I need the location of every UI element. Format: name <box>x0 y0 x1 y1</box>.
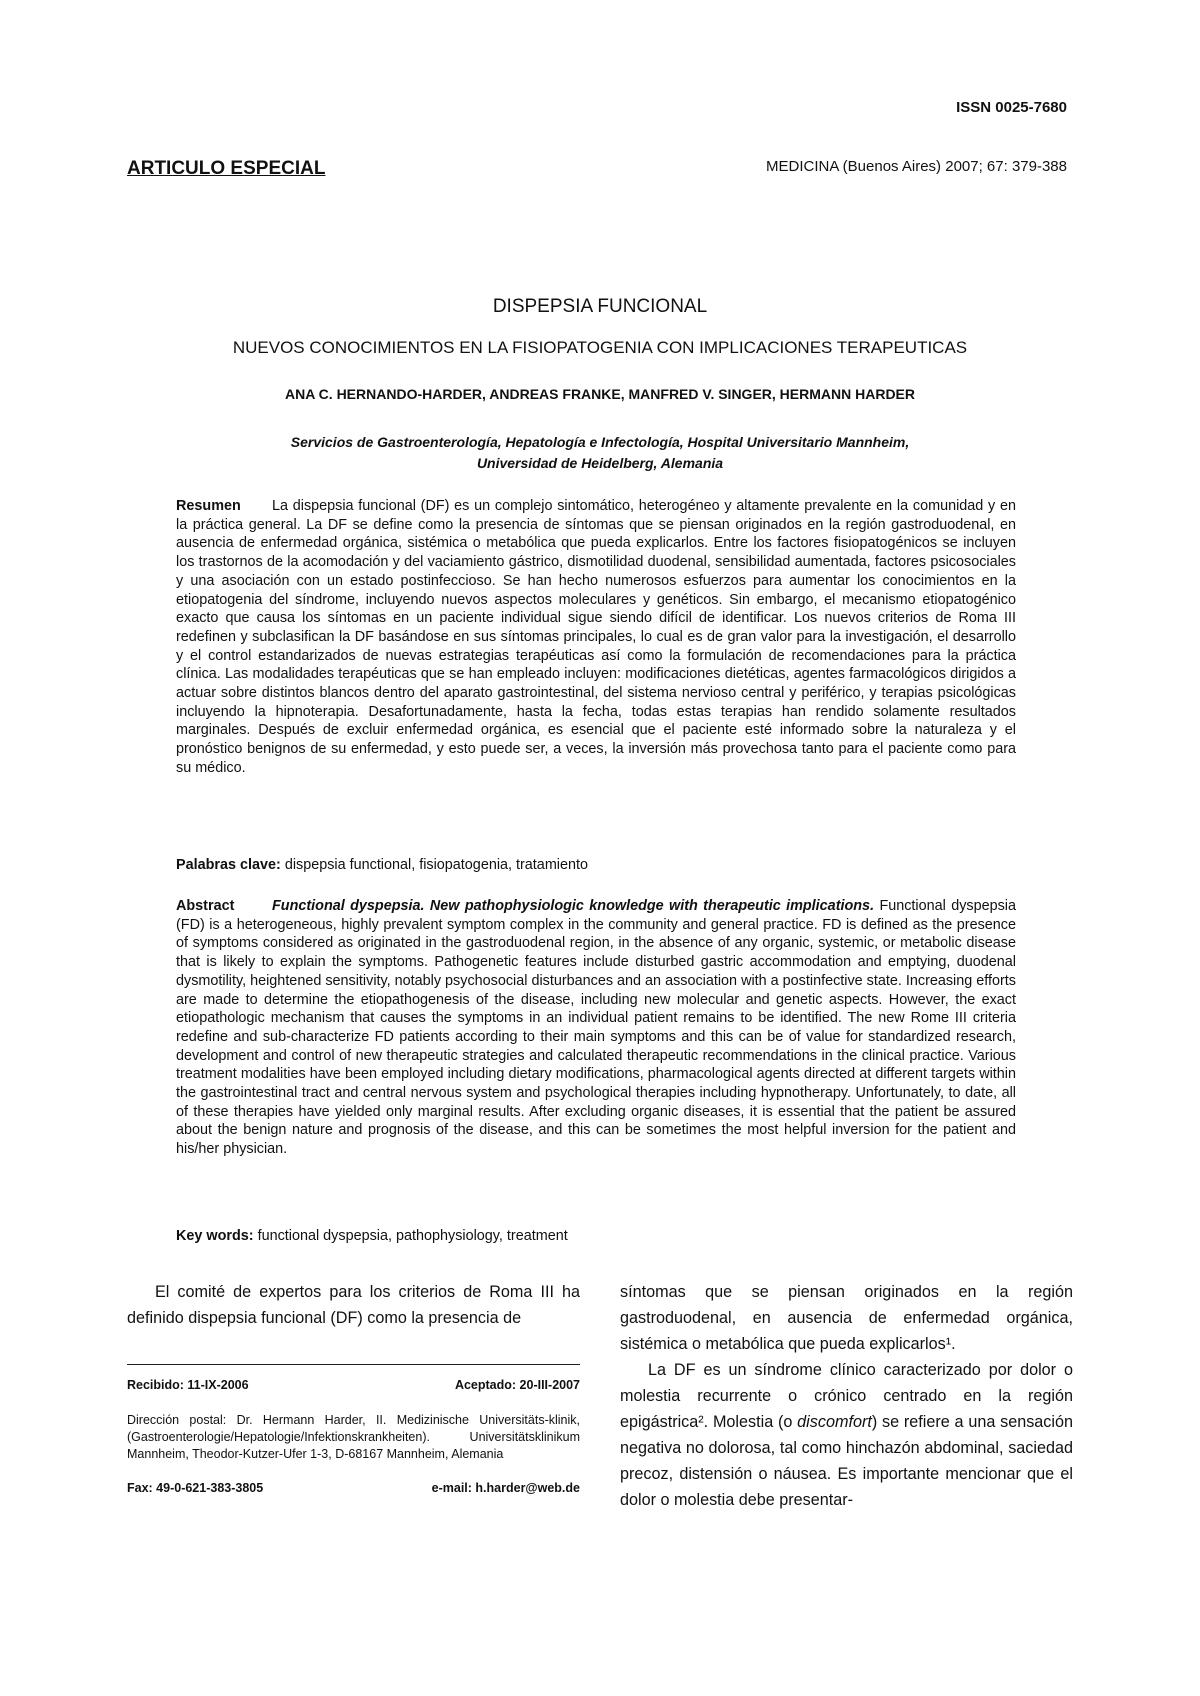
body-intro-paragraph: El comité de expertos para los criterios de Roma III ha definido dispepsia funcional (DF) como la presencia de <box>127 1283 580 1327</box>
fax-number: Fax: 49-0-621-383-3805 <box>127 1481 264 1495</box>
key-words-text: functional dyspepsia, pathophysiology, treatment <box>257 1228 568 1244</box>
author-list: ANA C. HERNANDO-HARDER, ANDREAS FRANKE, MANFRED V. SINGER, HERMANN HARDER <box>284 386 916 402</box>
received-date: Recibido: 11-IX-2006 <box>127 1378 249 1392</box>
dates-row <box>127 1377 580 1394</box>
body-right-paragraph-2 <box>620 1357 1073 1513</box>
article-subtitle: NUEVOS CONOCIMIENTOS EN LA FISIOPATOGENIA CON IMPLICACIONES TERAPEUTICAS <box>232 338 968 357</box>
resumen-text: La dispepsia funcional (DF) es un complejo sintomático, heterogéneo y altamente prevalente en la comunidad y en la práctica general. La DF se define como la presencia de síntomas que se piensan originados en la región gastroduodenal, en ausencia de enfermedad orgánica, sistémica o metabólica que pueda explicarlos. Entre los factores fisiopatogénicos se incluyen los trastornos de la acomodación y del vaciamiento gástrico, dismotilidad duodenal, sensibilidad aumentada, factores psicosociales y una asociación con un estado postinfeccioso. Se han hecho numerosos esfuerzos para aumentar los conocimientos en la etiopatogenia del síndrome, incluyendo nuevos aspectos moleculares y genéticos. Sin embargo, el mecanismo etiopatogénico exacto que causa los síntomas en un paciente individual sigue siendo difícil de identificar. Los nuevos criterios de Roma III redefinen y subclasifican la DF basándose en sus síntomas principales, lo cual es de gran valor para la investigación, el desarrollo y el control estandarizados de nuevas estrategias terapéuticas así como la formulación de recomendaciones para la práctica clínica. Las modalidades terapéuticas que se han empleado incluyen: modificaciones dietéticas, agentes farmacológicos dirigidos a actuar sobre distintos blancos dentro del aparato gastrointestinal, del sistema nervioso central y periférico, y terapias psicológicas incluyendo la hipnoterapia. Desafortunadamente, hasta la fecha, todas estas terapias han rendido solamente resultados marginales. Después de excluir enfermedad orgánica, es esencial que el paciente esté informado sobre la naturaleza y el pronóstico benignos de su enfermedad, y esto puede ser, a veces, la inversión más provechosa tanto para el paciente como para su médico. <box>176 498 1016 776</box>
key-words <box>176 1227 1016 1246</box>
article-title: DISPEPSIA FUNCIONAL <box>492 296 708 317</box>
abstract-title: Functional dyspepsia. New pathophysiologic knowledge with therapeutic implications. <box>272 898 875 914</box>
accepted-date: Aceptado: 20-III-2007 <box>454 1378 580 1392</box>
abstract-block <box>176 897 1016 1159</box>
contact-row <box>127 1480 580 1497</box>
palabras-clave-text: dispepsia functional, fisiopatogenia, tratamiento <box>284 857 589 873</box>
paragraph-2-part-b: ) se refiere a una sensación negativa no dolorosa, tal como hinchazón abdominal, saciedad precoz, distensión o náusea. Es importante mencionar que el dolor o molestia debe presentar- <box>620 1413 1073 1509</box>
paragraph-2-part-a: La DF es un síndrome clínico caracterizado por dolor o molestia recurrente o crónico centrado en la región epigástrica². Molestia (o <box>620 1361 1073 1431</box>
affiliation-line-2: Universidad de Heidelberg, Alemania <box>476 455 724 471</box>
discomfort-term: discomfort <box>797 1413 872 1431</box>
palabras-clave-label: Palabras clave: <box>176 857 281 873</box>
section-label: ARTICULO ESPECIAL <box>127 158 326 179</box>
key-words-label: Key words: <box>176 1228 254 1244</box>
resumen-label: Resumen <box>176 498 241 514</box>
resumen-block <box>176 497 1016 778</box>
footnote-divider <box>127 1364 580 1365</box>
abstract-label: Abstract <box>176 898 235 914</box>
postal-address: Dirección postal: Dr. Hermann Harder, II. Medizinische Universitäts-klinik, (Gastroenterologie/Hepatologie/Infektionskrankheiten). Universitätsklinikum Mannheim, Theodor-Kutzer-Ufer 1-3, D-68167 Mannheim, Alemania <box>127 1413 580 1461</box>
affiliation <box>200 432 1000 474</box>
affiliation-line-1: Servicios de Gastroenterología, Hepatología e Infectología, Hospital Universitario Mannheim, <box>290 434 910 450</box>
journal-reference: MEDICINA (Buenos Aires) 2007; 67: 379-388 <box>766 158 1067 175</box>
abstract-text: Functional dyspepsia (FD) is a heterogeneous, highly prevalent symptom complex in the community and general practice. FD is defined as the presence of symptoms considered as originated in the gastroduodenal region, in the absence of any organic, systemic, or metabolic disease that is likely to explain the symptoms. Pathogenetic features include disturbed gastric accommodation and emptying, duodenal dysmotility, heightened sensitivity, notably psychosocial disturbances and an association with a postinfective state. Increasing efforts are made to determine the etiopathogenesis of the disease, including new molecular and genetic aspects. However, the exact etiopathologic mechanism that causes the symptoms in an individual patient remains to be identified. The new Rome III criteria redefine and sub-characterize FD patients according to their main symptoms and this can be of value for standardized research, development and control of new therapeutic strategies and calculated therapeutic recommendations in the clinical practice. Various treatment modalities have been employed including dietary modifications, pharmacological agents directed at different targets within the gastrointestinal tract and central nervous system and psychological therapies including hypnotherapy. Unfortunately, to date, all of these therapies have yielded only marginal results. After excluding organic diseases, it is essential that the patient be assured about the benign nature and prognosis of the disease, and this can be sometimes the most helpful inversion for the patient and his/her physician. <box>176 898 1016 1158</box>
email-address: e-mail: h.harder@web.de <box>431 1481 580 1495</box>
issn: ISSN 0025-7680 <box>956 99 1067 116</box>
palabras-clave <box>176 856 1016 875</box>
body-right-paragraph-1: síntomas que se piensan originados en la región gastroduodenal, en ausencia de enfermedad orgánica, sistémica o metabólica que pueda explicarlos¹. <box>620 1283 1073 1353</box>
